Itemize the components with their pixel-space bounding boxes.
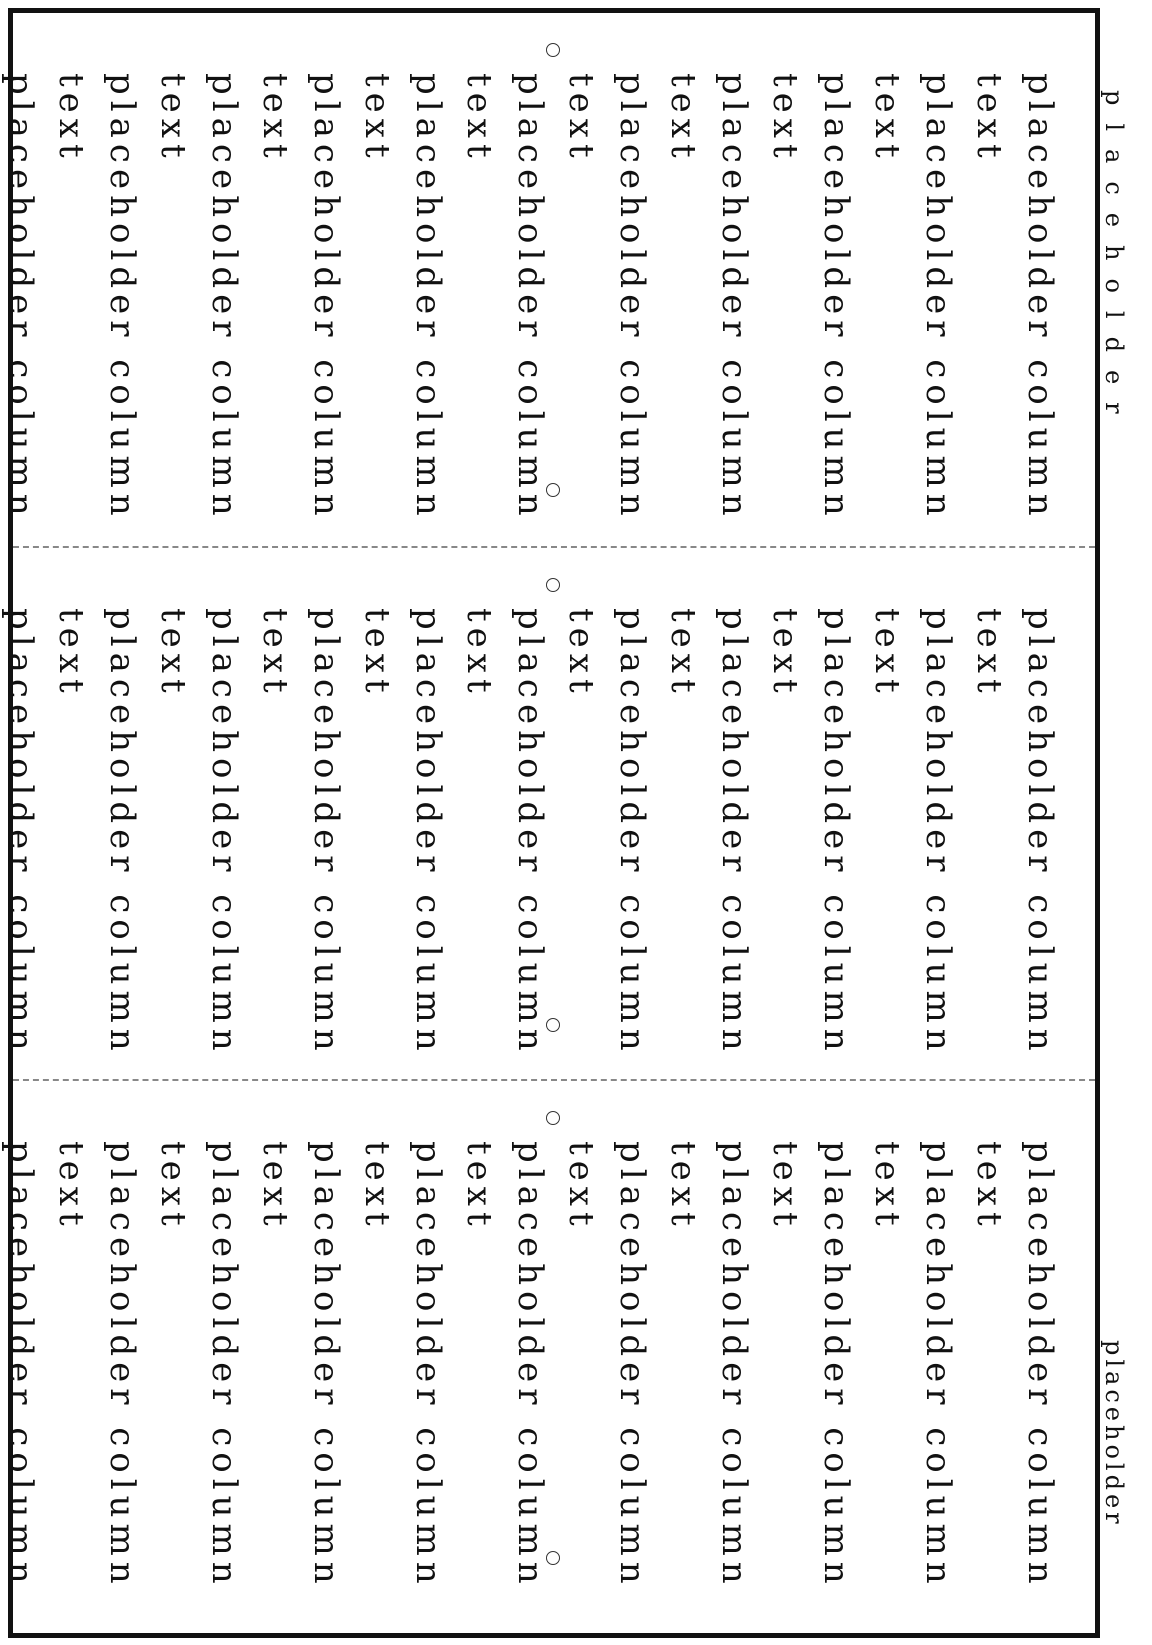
text-column: placeholder column text xyxy=(765,608,856,1057)
text-block-3 xyxy=(0,1141,1065,1592)
text-column: placeholder column text xyxy=(459,1141,550,1590)
text-column: placeholder column xyxy=(0,1141,40,1590)
text-column: placeholder column text xyxy=(969,608,1060,1057)
text-panel-3 xyxy=(0,1079,1095,1612)
text-column: placeholder column text xyxy=(153,1141,244,1590)
text-column: placeholder column text xyxy=(867,608,958,1057)
text-column: placeholder column text xyxy=(255,1141,346,1590)
text-column: placeholder column text xyxy=(561,608,652,1057)
text-column: placeholder column text xyxy=(357,608,448,1057)
text-panel-2 xyxy=(0,546,1095,1079)
text-column: placeholder column text xyxy=(153,608,244,1057)
text-column: placeholder column text xyxy=(51,73,142,522)
text-column: placeholder column text xyxy=(663,608,754,1057)
text-panel-1 xyxy=(0,13,1095,546)
text-column: placeholder column xyxy=(0,608,40,1057)
text-column: placeholder column text xyxy=(51,1141,142,1590)
volume-label: placeholder xyxy=(1100,90,1128,432)
text-column: placeholder column text xyxy=(867,73,958,522)
text-block-1 xyxy=(0,73,1065,526)
text-column: placeholder column text xyxy=(255,608,346,1057)
text-column: placeholder column xyxy=(0,73,40,522)
text-column: placeholder column text xyxy=(765,1141,856,1590)
text-column: placeholder column text xyxy=(357,73,448,522)
text-column: placeholder column text xyxy=(663,1141,754,1590)
binding-hole xyxy=(546,43,560,57)
text-column: placeholder column text xyxy=(663,73,754,522)
text-column: placeholder column text xyxy=(459,608,550,1057)
text-column: placeholder column text xyxy=(153,73,244,522)
text-column: placeholder column text xyxy=(459,73,550,522)
page-frame xyxy=(0,8,1100,1638)
text-column: placeholder column text xyxy=(255,73,346,522)
text-column: placeholder column text xyxy=(867,1141,958,1590)
text-block-2 xyxy=(0,608,1065,1059)
text-column: placeholder column text xyxy=(357,1141,448,1590)
page-reference: placeholder xyxy=(1100,1340,1128,1528)
text-column: placeholder column text xyxy=(765,73,856,522)
text-column: placeholder column text xyxy=(561,1141,652,1590)
binding-hole xyxy=(546,1111,560,1125)
text-column: placeholder column text xyxy=(51,608,142,1057)
text-column: placeholder column text xyxy=(969,1141,1060,1590)
binding-hole xyxy=(546,578,560,592)
text-column: placeholder column text xyxy=(969,73,1060,522)
text-column: placeholder column text xyxy=(561,73,652,522)
